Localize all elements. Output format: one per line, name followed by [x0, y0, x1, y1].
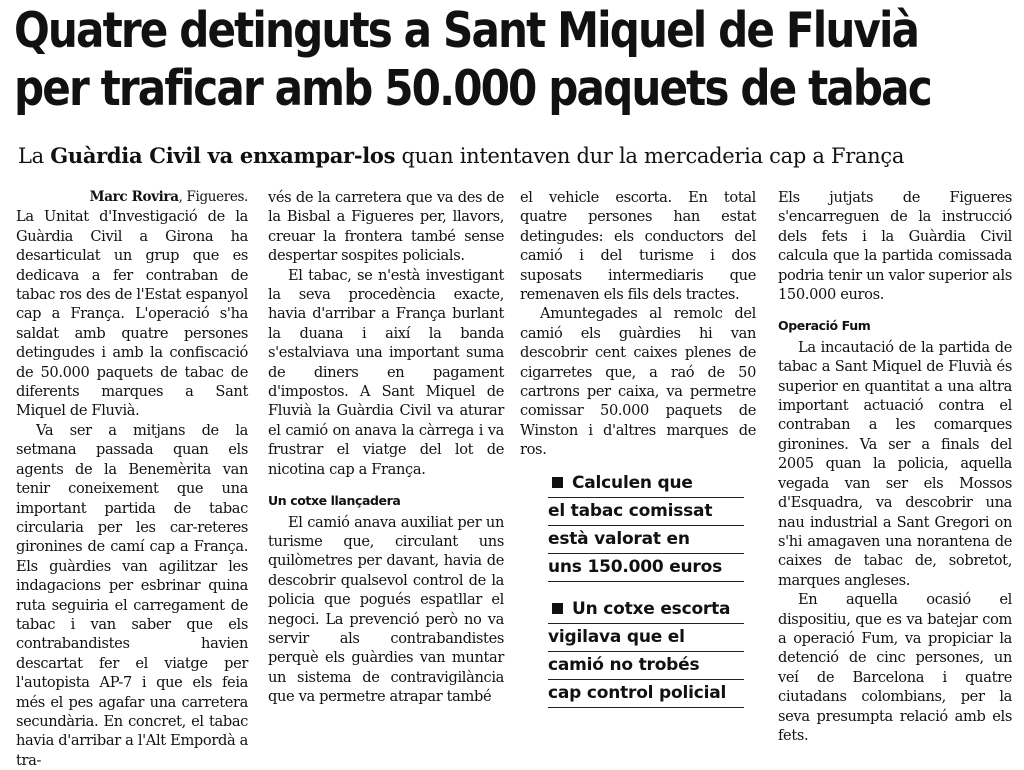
- paragraph: El camió anava auxiliat per un turisme que, circulant uns quilòmetres per davant, havia de descobrir qualsevol control de la policia que pogués espatllar el negoci. La prevenció però no va servir als contrabandistes perquè els guàrdies van muntar un sistema de contravigilància que va permetre atrapar també: [268, 513, 504, 706]
- article-column-4: [778, 188, 1012, 745]
- highlight-line: vigilava que el: [548, 624, 744, 652]
- paragraph: vés de la carretera que va des de la Bisbal a Figueres per, llavors, creuar la frontera també sense despertar sospites policials.: [268, 189, 504, 265]
- highlight-line: Calculen que: [572, 473, 693, 493]
- paragraph: La Unitat d'Investigació de la Guàrdia Civil a Girona ha desarticulat un grup que es dedicava a fer contraban de tabac ros des de l'Estat espanyol cap a França. L'operació s'ha saldat amb quatre persones detingudes i amb la confiscació de 50.000 paquets de tabac de diferents marques a Sant Miquel de Fluvià.: [16, 208, 248, 420]
- article-column-1: [16, 188, 248, 770]
- byline-place: , Figueres.: [178, 189, 248, 205]
- highlight-line: cap control policial: [548, 680, 744, 708]
- paragraph: Va ser a mitjans de la setmana passada quan els agents de la Benemèrita van tenir coneixement que una important partida de tabac circularia per les car-reteres gironines de camí cap a França. Els guàrdies van agilitzar les indagacions per esbrinar quina ruta seguiria el carregament de tabac i van saber que els contrabandistes havien descartat fer el viatge per l'autopista AP-7 i que els feia més el pes agafar una carretera secundària. En concret, el tabac havia d'arribar a l'Alt Empordà a tra-: [16, 421, 248, 769]
- square-bullet-icon: [552, 477, 563, 488]
- highlight-line: camió no trobés: [548, 652, 744, 680]
- paragraph: Els jutjats de Figueres s'encarreguen de la instrucció dels fets i la Guàrdia Civil calcula que la partida comissada podria tenir un valor superior als 150.000 euros.: [778, 189, 1012, 304]
- highlight-line: uns 150.000 euros: [548, 554, 744, 582]
- subhead-suffix: quan intentaven dur la mercaderia cap a França: [395, 144, 905, 168]
- paragraph: Amuntegades al remolc del camió els guàrdies hi van descobrir cent caixes plenes de cigarretes que, a raó de 50 cartrons per caixa, va permetre comissar 50.000 paquets de Winston i d'altres marques de ros.: [520, 305, 756, 459]
- section-subhead: Un cotxe llançadera: [268, 493, 401, 509]
- square-bullet-icon: [552, 603, 563, 614]
- highlight-line: està valorat en: [548, 526, 744, 554]
- highlights-box: [548, 470, 744, 722]
- headline-line-1: Quatre detinguts a Sant Miquel de Fluvià: [14, 2, 919, 59]
- subhead-prefix: La: [18, 144, 51, 168]
- article-column-3: [520, 188, 756, 460]
- headline-line-2: per traficar amb 50.000 paquets de tabac: [14, 60, 931, 117]
- subhead-bold: Guàrdia Civil va enxampar-los: [50, 143, 396, 168]
- highlight-line: el tabac comissat: [548, 498, 744, 526]
- paragraph: el vehicle escorta. En total quatre persones han estat detingudes: els conductors del camió i del turisme i dos suposats intermediaris que remenaven els fils dels tractes.: [520, 189, 756, 304]
- byline: [16, 188, 248, 207]
- subheadline: [18, 143, 1018, 168]
- section-subhead: Operació Fum: [778, 318, 871, 334]
- byline-author: Marc Rovira: [89, 189, 179, 205]
- article-column-2: [268, 188, 504, 707]
- headline: [14, 2, 931, 118]
- paragraph: La incautació de la partida de tabac a Sant Miquel de Fluvià és superior en quantitat a una altra important actuació contra el contraban a les comarques gironines. Va ser a finals del 2005 quan la policia, aquella vegada van ser els Mossos d'Esquadra, va descobrir una nau industrial a Sant Gregori on s'hi amagaven una norantena de caixes de tabac de, sobretot, marques angleses.: [778, 338, 1012, 589]
- highlight-1: [548, 470, 744, 582]
- highlight-line: Un cotxe escorta: [572, 599, 731, 619]
- paragraph: En aquella ocasió el dispositiu, que es va batejar com a operació Fum, va propiciar la detenció de cinc persones, un veí de Barcelona i quatre ciutadans colombians, per la seva presumpta relació amb els fets.: [778, 591, 1012, 744]
- highlight-2: [548, 596, 744, 708]
- paragraph: El tabac, se n'està investigant la seva procedència exacte, havia d'arribar a França burlant la duana i així la banda s'estalviava una important suma de diners en pagament d'impostos. A Sant Miquel de Fluvià la Guàrdia Civil va aturar el camió on anava la càrrega i va frustrar el viatge del lot de nicotina cap a França.: [268, 266, 504, 478]
